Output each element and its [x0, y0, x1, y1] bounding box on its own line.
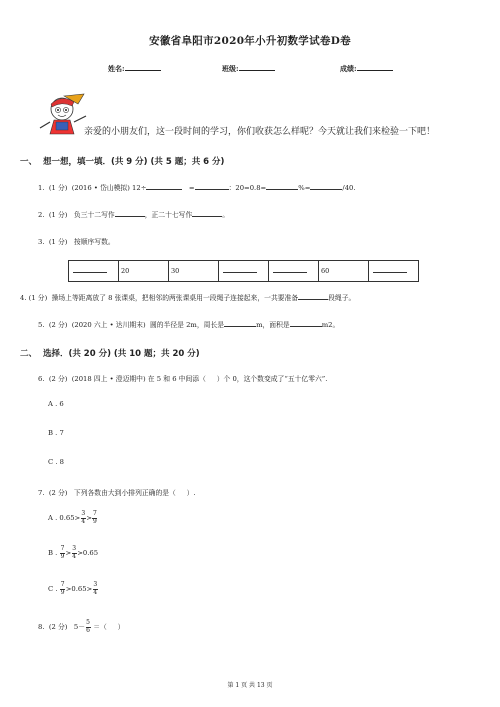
q6-option-b[interactable]: B . 7	[48, 429, 64, 437]
q2-blank[interactable]	[192, 216, 222, 217]
q2-points: (1 分)	[48, 211, 68, 219]
sequence-cell[interactable]	[269, 261, 319, 282]
name-field	[108, 64, 161, 74]
decimal-value: 0.65	[59, 514, 75, 522]
q7-text: ）.	[186, 489, 196, 497]
question-4	[20, 292, 355, 302]
sequence-cell[interactable]	[69, 261, 119, 282]
fraction: $\frac{7}{9}$	[60, 545, 65, 560]
q8-text: 5－	[73, 623, 86, 631]
score-field	[340, 64, 393, 74]
q1-blank[interactable]	[310, 189, 342, 190]
q5-text: 圆的半径是 2m，周长是	[149, 321, 225, 329]
fraction: $\frac{7}{9}$	[60, 581, 65, 596]
q2-blank[interactable]	[115, 216, 145, 217]
fraction: $\frac{5}{6}$	[86, 619, 90, 634]
operator: >	[86, 585, 93, 593]
q4-blank[interactable]	[298, 299, 328, 300]
sequence-cell[interactable]	[219, 261, 269, 282]
q1-blank[interactable]	[266, 189, 298, 190]
q7-points: (2 分)	[48, 489, 68, 497]
q4-points: (1 分)	[28, 294, 48, 302]
q7-text: 下列各数由大到小排列正确的是（	[73, 489, 176, 497]
section-1-heading	[20, 155, 224, 167]
question-5	[38, 319, 339, 329]
question-1	[38, 182, 356, 192]
class-field	[222, 64, 275, 74]
q4-text: 段绳子。	[328, 294, 356, 302]
q3-points: (1 分)	[48, 238, 68, 246]
score-blank[interactable]	[357, 70, 393, 71]
q3-text: 按顺序写数。	[73, 238, 115, 246]
q8-points: (2 分)	[48, 623, 68, 631]
q5-blank[interactable]	[290, 326, 322, 327]
q1-text: ：20=0.8=	[228, 184, 267, 192]
q4-number: 4.	[20, 294, 27, 302]
q1-text: /40.	[342, 184, 356, 192]
section-1-number: 一、	[20, 157, 38, 167]
q1-text: =	[188, 184, 195, 192]
q2-text: ，正二十七写作	[144, 211, 193, 219]
operator: >	[77, 549, 83, 557]
q1-text: %=	[298, 184, 311, 192]
sequence-cell: 20	[119, 261, 169, 282]
q5-blank[interactable]	[224, 326, 256, 327]
q2-text: 负三十二写作	[73, 211, 115, 219]
q1-source: (2016 • 岱山模拟)	[71, 184, 130, 192]
q2-number: 2.	[38, 211, 45, 219]
page-title: 安徽省阜阳市2020年小升初数学试卷D卷	[149, 35, 351, 47]
option-letter: C .	[48, 585, 58, 593]
sequence-cell[interactable]	[369, 261, 419, 282]
q8-text: ）	[117, 623, 125, 631]
decimal-value: 0.65	[82, 549, 99, 557]
question-8	[38, 620, 124, 634]
q6-text: 在 5 和 6 中间添（	[147, 375, 206, 383]
question-6	[38, 373, 327, 383]
q6-number: 6.	[38, 375, 45, 383]
q5-text: m2。	[321, 321, 340, 329]
section-2-title: 选择．(共 20 分) (共 10 题；共 20 分)	[42, 349, 200, 359]
q5-points: (2 分)	[48, 321, 68, 329]
q3-number: 3.	[38, 238, 45, 246]
q6-option-a[interactable]: A . 6	[48, 400, 64, 408]
q1-blank[interactable]	[195, 189, 229, 190]
q1-points: (1 分)	[48, 184, 68, 192]
q1-text: 12÷	[132, 184, 147, 192]
q6-source: (2018 四上 • 澄迈期中)	[71, 375, 146, 383]
q6-points: (2 分)	[48, 375, 68, 383]
option-letter: A .	[48, 514, 58, 522]
class-label: 班级:	[222, 64, 239, 73]
operator: >	[65, 549, 72, 557]
q7-option-b[interactable]	[48, 546, 98, 560]
q7-number: 7.	[38, 489, 45, 497]
fraction: $\frac{7}{9}$	[93, 510, 97, 525]
page-footer: 第 1 页 共 13 页	[227, 682, 273, 689]
fraction: $\frac{3}{4}$	[81, 510, 86, 525]
question-3	[38, 236, 115, 246]
q5-number: 5.	[38, 321, 45, 329]
number-sequence-table	[68, 260, 419, 282]
q1-blank[interactable]	[146, 189, 182, 190]
q6-option-c[interactable]: C . 8	[48, 458, 65, 466]
q8-text: ＝（	[93, 623, 107, 631]
name-blank[interactable]	[125, 70, 161, 71]
option-letter: B .	[48, 549, 58, 557]
name-label: 姓名:	[108, 64, 125, 73]
q5-source: (2020 六上 • 达川期末)	[71, 321, 146, 329]
q1-number: 1.	[38, 184, 45, 192]
section-1-title: 想一想，填一填．(共 9 分) (共 5 题；共 6 分)	[42, 157, 225, 167]
q7-option-c[interactable]	[48, 582, 98, 596]
decimal-value: 0.65	[71, 585, 87, 593]
q7-option-a[interactable]	[48, 511, 98, 525]
question-2	[38, 209, 229, 219]
q4-text: 操场上等距离放了 8 张课桌，把相邻的两张课桌用一段绳子连接起来，一共要准备	[51, 294, 299, 302]
fraction: $\frac{3}{4}$	[93, 581, 98, 596]
sequence-cell: 60	[319, 261, 369, 282]
section-2-number: 二、	[20, 349, 38, 359]
q6-text: ）个 0，这个数变成了“五十亿零六”.	[216, 375, 328, 383]
sequence-cell: 30	[169, 261, 219, 282]
operator: >	[74, 514, 81, 522]
question-7	[38, 487, 196, 497]
operator: >	[86, 514, 92, 522]
q5-text: m，面积是	[256, 321, 290, 329]
q8-number: 8.	[38, 623, 45, 631]
operator: >	[65, 585, 72, 593]
section-2-heading	[20, 347, 200, 359]
class-blank[interactable]	[239, 70, 275, 71]
fraction: $\frac{3}{4}$	[72, 545, 77, 560]
greeting-text: 亲爱的小朋友们，这一段时间的学习，你们收获怎么样呢？今天就让我们来检验一下吧！	[84, 127, 436, 137]
q2-text: 。	[222, 211, 230, 219]
score-label: 成绩:	[340, 64, 357, 73]
